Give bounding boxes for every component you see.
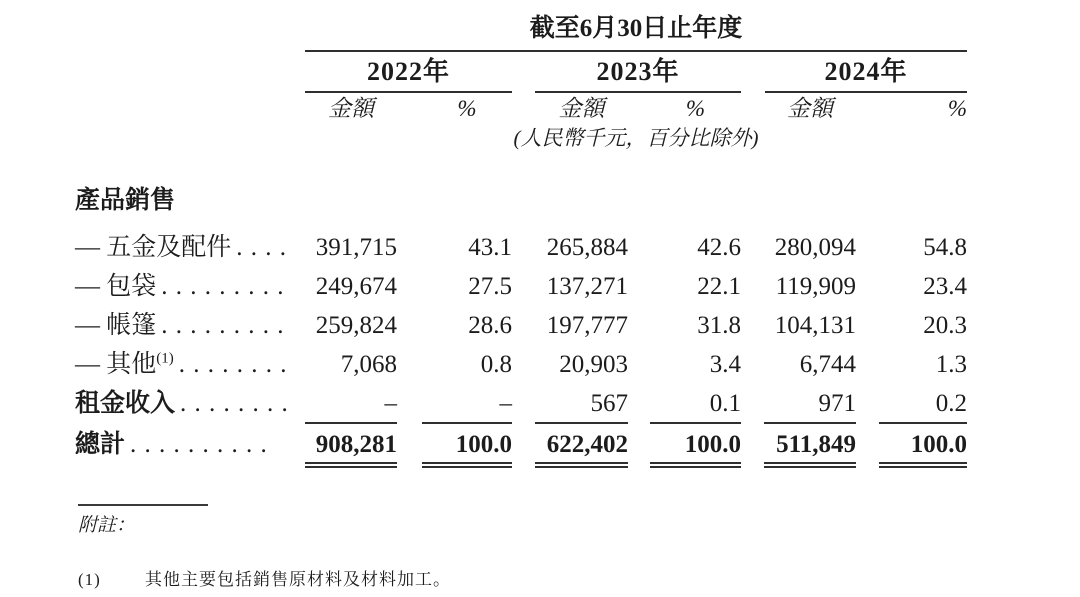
cell-value-double-underlined: 511,849 xyxy=(764,431,856,468)
row-label-cell xyxy=(75,312,305,340)
cell-2024-percent: 1.3 xyxy=(935,351,967,378)
row-label: — 帳篷 xyxy=(75,312,157,339)
cell-2024-percent xyxy=(856,431,967,468)
amount-column-header-2024: 金額 xyxy=(787,96,833,121)
cell-value-underlined: – xyxy=(305,390,397,424)
cell-2022-amount xyxy=(305,390,397,424)
amount-column-header-2022: 金額 xyxy=(328,96,374,121)
dot-leader: . . . . . . . . xyxy=(180,390,288,417)
dot-leader: . . . . . . . . . xyxy=(161,312,284,339)
table-row-hardware xyxy=(75,234,967,262)
cell-2022-amount xyxy=(305,431,397,468)
row-label: — 包袋 xyxy=(75,273,157,300)
cell-2022-amount: 259,824 xyxy=(315,312,397,339)
year-header-2022: 2022年 xyxy=(305,58,512,93)
row-label-cell xyxy=(75,431,305,459)
cell-2024-amount: 280,094 xyxy=(774,234,856,261)
cell-2022-percent xyxy=(397,431,512,468)
dot-leader: . . . . xyxy=(236,234,287,261)
row-label-cell xyxy=(75,351,305,379)
cell-value-underlined: 971 xyxy=(764,390,856,424)
cell-2022-amount: 249,674 xyxy=(315,273,397,300)
cell-2022-percent: 28.6 xyxy=(468,312,512,339)
cell-2022-percent: 27.5 xyxy=(468,273,512,300)
cell-2024-amount: 119,909 xyxy=(775,273,856,300)
cell-value-underlined: 0.2 xyxy=(879,390,967,424)
cell-2024-amount: 6,744 xyxy=(799,351,856,378)
cell-2022-percent: 0.8 xyxy=(480,351,512,378)
table-row-bags xyxy=(75,273,967,301)
row-label: — 其他 xyxy=(75,351,157,378)
cell-2023-percent: 42.6 xyxy=(697,234,741,261)
cell-value-double-underlined: 908,281 xyxy=(305,431,397,468)
cell-2023-percent: 22.1 xyxy=(697,273,741,300)
footnote-divider xyxy=(78,504,208,506)
cell-2024-percent: 20.3 xyxy=(923,312,967,339)
dot-leader: . . . . . . . . . . xyxy=(130,431,267,458)
section-label: 產品銷售 xyxy=(75,187,176,214)
footnote-marker: (1) xyxy=(78,570,101,589)
cell-value-underlined: 567 xyxy=(535,390,628,424)
cell-2023-percent: 3.4 xyxy=(709,351,741,378)
cell-2023-amount: 20,903 xyxy=(559,351,628,378)
cell-2023-percent: 31.8 xyxy=(697,312,741,339)
dot-leader: . . . . . . . . xyxy=(178,351,287,378)
cell-value-underlined: – xyxy=(422,390,512,424)
unit-note: (人民幣千元，百分比除外) xyxy=(513,126,759,150)
cell-value-underlined: 0.1 xyxy=(650,390,741,424)
footnote-item xyxy=(78,568,451,592)
table-row-rental-income xyxy=(75,390,967,424)
dot-leader: . . . . . . . . . xyxy=(161,273,284,300)
table-row-tents xyxy=(75,312,967,340)
row-label-cell xyxy=(75,234,305,262)
row-label: 租金收入 xyxy=(75,390,176,417)
row-label: — 五金及配件 xyxy=(75,234,232,261)
table-period-header: 截至6月30日止年度 xyxy=(305,15,967,52)
cell-2023-percent xyxy=(628,431,741,468)
percent-column-header-2023: % xyxy=(685,96,706,121)
cell-2024-percent: 54.8 xyxy=(923,234,967,261)
cell-2023-amount xyxy=(512,431,628,468)
cell-value-double-underlined: 100.0 xyxy=(422,431,512,468)
cell-2023-percent xyxy=(628,390,741,424)
table-row-others xyxy=(75,351,967,379)
percent-column-header-2024: % xyxy=(947,96,967,121)
cell-2022-percent: 43.1 xyxy=(468,234,512,261)
cell-2023-amount: 137,271 xyxy=(546,273,628,300)
cell-2023-amount xyxy=(512,390,628,424)
cell-value-double-underlined: 100.0 xyxy=(879,431,967,468)
cell-2024-percent xyxy=(856,390,967,424)
year-header-2024: 2024年 xyxy=(765,58,967,93)
row-label-cell xyxy=(75,273,305,301)
cell-value-double-underlined: 100.0 xyxy=(650,431,741,468)
cell-2023-amount: 197,777 xyxy=(546,312,628,339)
row-label: 總計 xyxy=(75,431,126,458)
footnote-ref: (1) xyxy=(156,350,174,367)
financial-table xyxy=(75,0,968,500)
cell-2024-amount xyxy=(741,390,856,424)
cell-2024-amount: 104,131 xyxy=(774,312,856,339)
cell-2023-amount: 265,884 xyxy=(546,234,628,261)
cell-2022-amount: 7,068 xyxy=(340,351,397,378)
percent-column-header-2022: % xyxy=(457,96,477,121)
table-row-total xyxy=(75,431,967,468)
amount-column-header-2023: 金額 xyxy=(558,96,605,121)
year-header-2023: 2023年 xyxy=(535,58,741,93)
cell-value-double-underlined: 622,402 xyxy=(535,431,628,468)
cell-2022-percent xyxy=(397,390,512,424)
footnotes-heading: 附註： xyxy=(78,515,136,536)
table-section-row xyxy=(75,187,967,215)
footnote-text: 其他主要包括銷售原材料及材料加工。 xyxy=(145,570,451,589)
row-label-cell xyxy=(75,390,305,418)
cell-2024-amount xyxy=(741,431,856,468)
cell-2024-percent: 23.4 xyxy=(923,273,967,300)
cell-2022-amount: 391,715 xyxy=(315,234,397,261)
